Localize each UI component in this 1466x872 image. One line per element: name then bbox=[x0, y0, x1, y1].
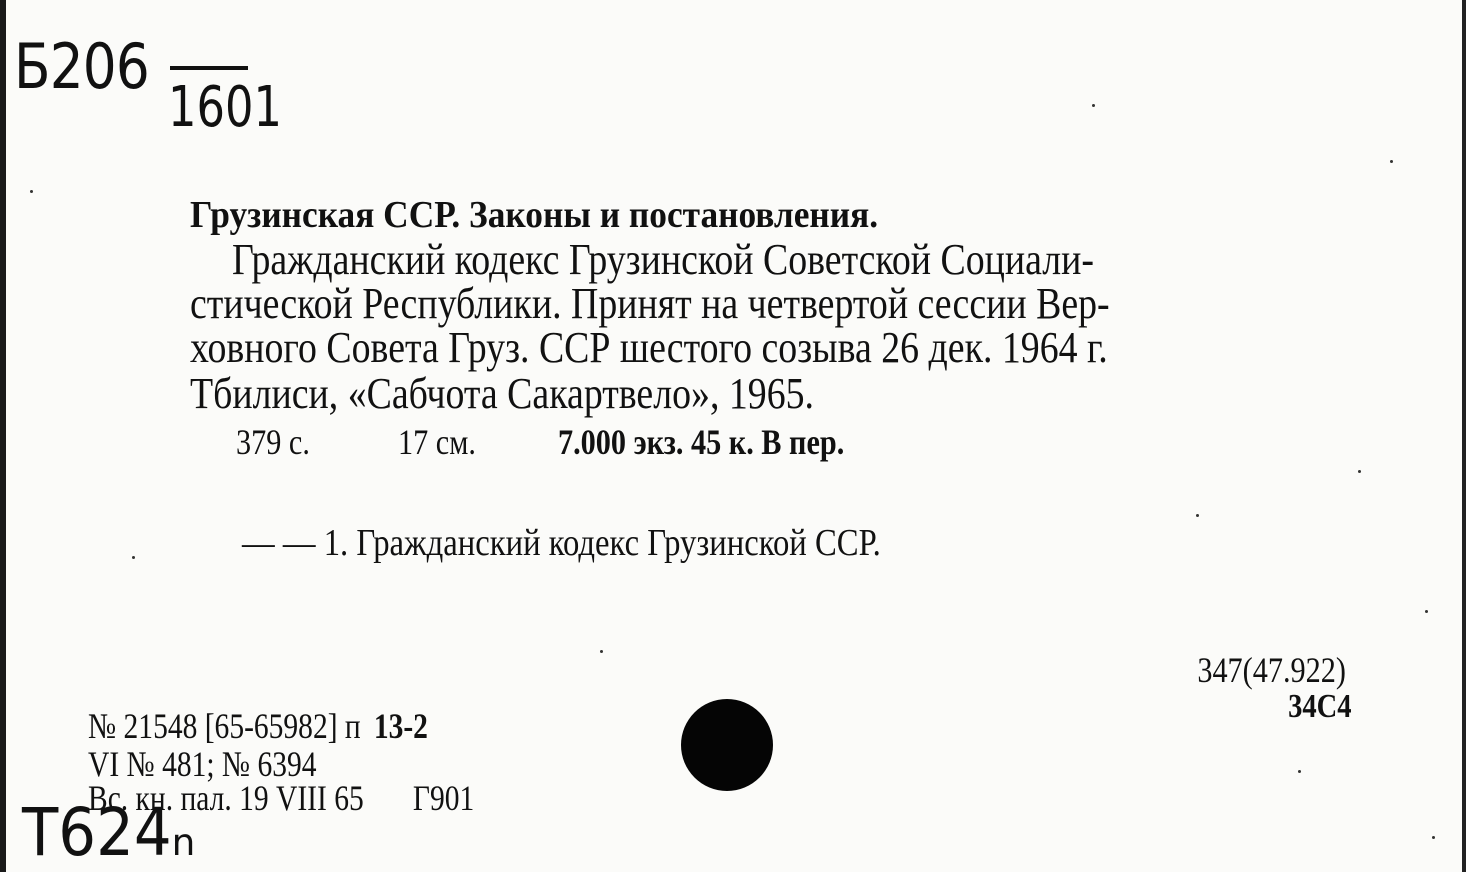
speck bbox=[600, 650, 603, 653]
registry-chamber: Вс. кн. пал. 19 VIII 65 bbox=[88, 778, 364, 818]
speck bbox=[1390, 160, 1393, 163]
speck bbox=[132, 556, 135, 559]
series-entry: — — 1. Гражданский кодекс Грузинской ССР. bbox=[242, 522, 881, 564]
registry-number: № 21548 [65-65982] п bbox=[88, 706, 361, 746]
book-size: 17 см. bbox=[398, 422, 476, 462]
description-line-3: ховного Совета Груз. ССР шестого созыва 26 дек. 1964 г. bbox=[190, 323, 1108, 372]
entry-heading: Грузинская ССР. Законы и постановления. bbox=[190, 194, 879, 236]
classification-code: 347(47.922) bbox=[1197, 650, 1346, 690]
author-mark: 34С4 bbox=[1288, 688, 1352, 725]
handwritten-mark: Т624ₙ bbox=[22, 794, 196, 871]
speck bbox=[1432, 836, 1435, 839]
shelfmark-bottom: 1601 bbox=[168, 75, 283, 140]
card-right-edge bbox=[1462, 0, 1466, 872]
print-run-price: 7.000 экз. 45 к. В пер. bbox=[558, 422, 845, 462]
punch-hole bbox=[681, 699, 773, 791]
description-line-4: Тбилиси, «Сабчота Сакартвело», 1965. bbox=[190, 369, 815, 418]
registry-code: 13-2 bbox=[373, 706, 428, 746]
speck bbox=[1298, 770, 1301, 773]
registry-order: Г901 bbox=[412, 778, 475, 818]
card-left-edge bbox=[0, 0, 6, 872]
shelfmark-divider bbox=[170, 66, 248, 70]
description-line-1: Гражданский кодекс Грузинской Советской Социали- bbox=[232, 235, 1095, 284]
speck bbox=[1092, 104, 1095, 107]
speck bbox=[1358, 470, 1361, 473]
speck bbox=[1425, 610, 1428, 613]
pages-count: 379 с. bbox=[236, 422, 310, 462]
shelfmark-top: Б206 bbox=[14, 30, 149, 103]
speck bbox=[1196, 514, 1199, 517]
speck bbox=[30, 190, 33, 193]
registry-line-1 bbox=[88, 708, 428, 744]
description-line-2: стической Республики. Принят на четвертой сессии Вер- bbox=[190, 279, 1110, 328]
registry-line-2: VI № 481; № 6394 bbox=[88, 744, 317, 784]
